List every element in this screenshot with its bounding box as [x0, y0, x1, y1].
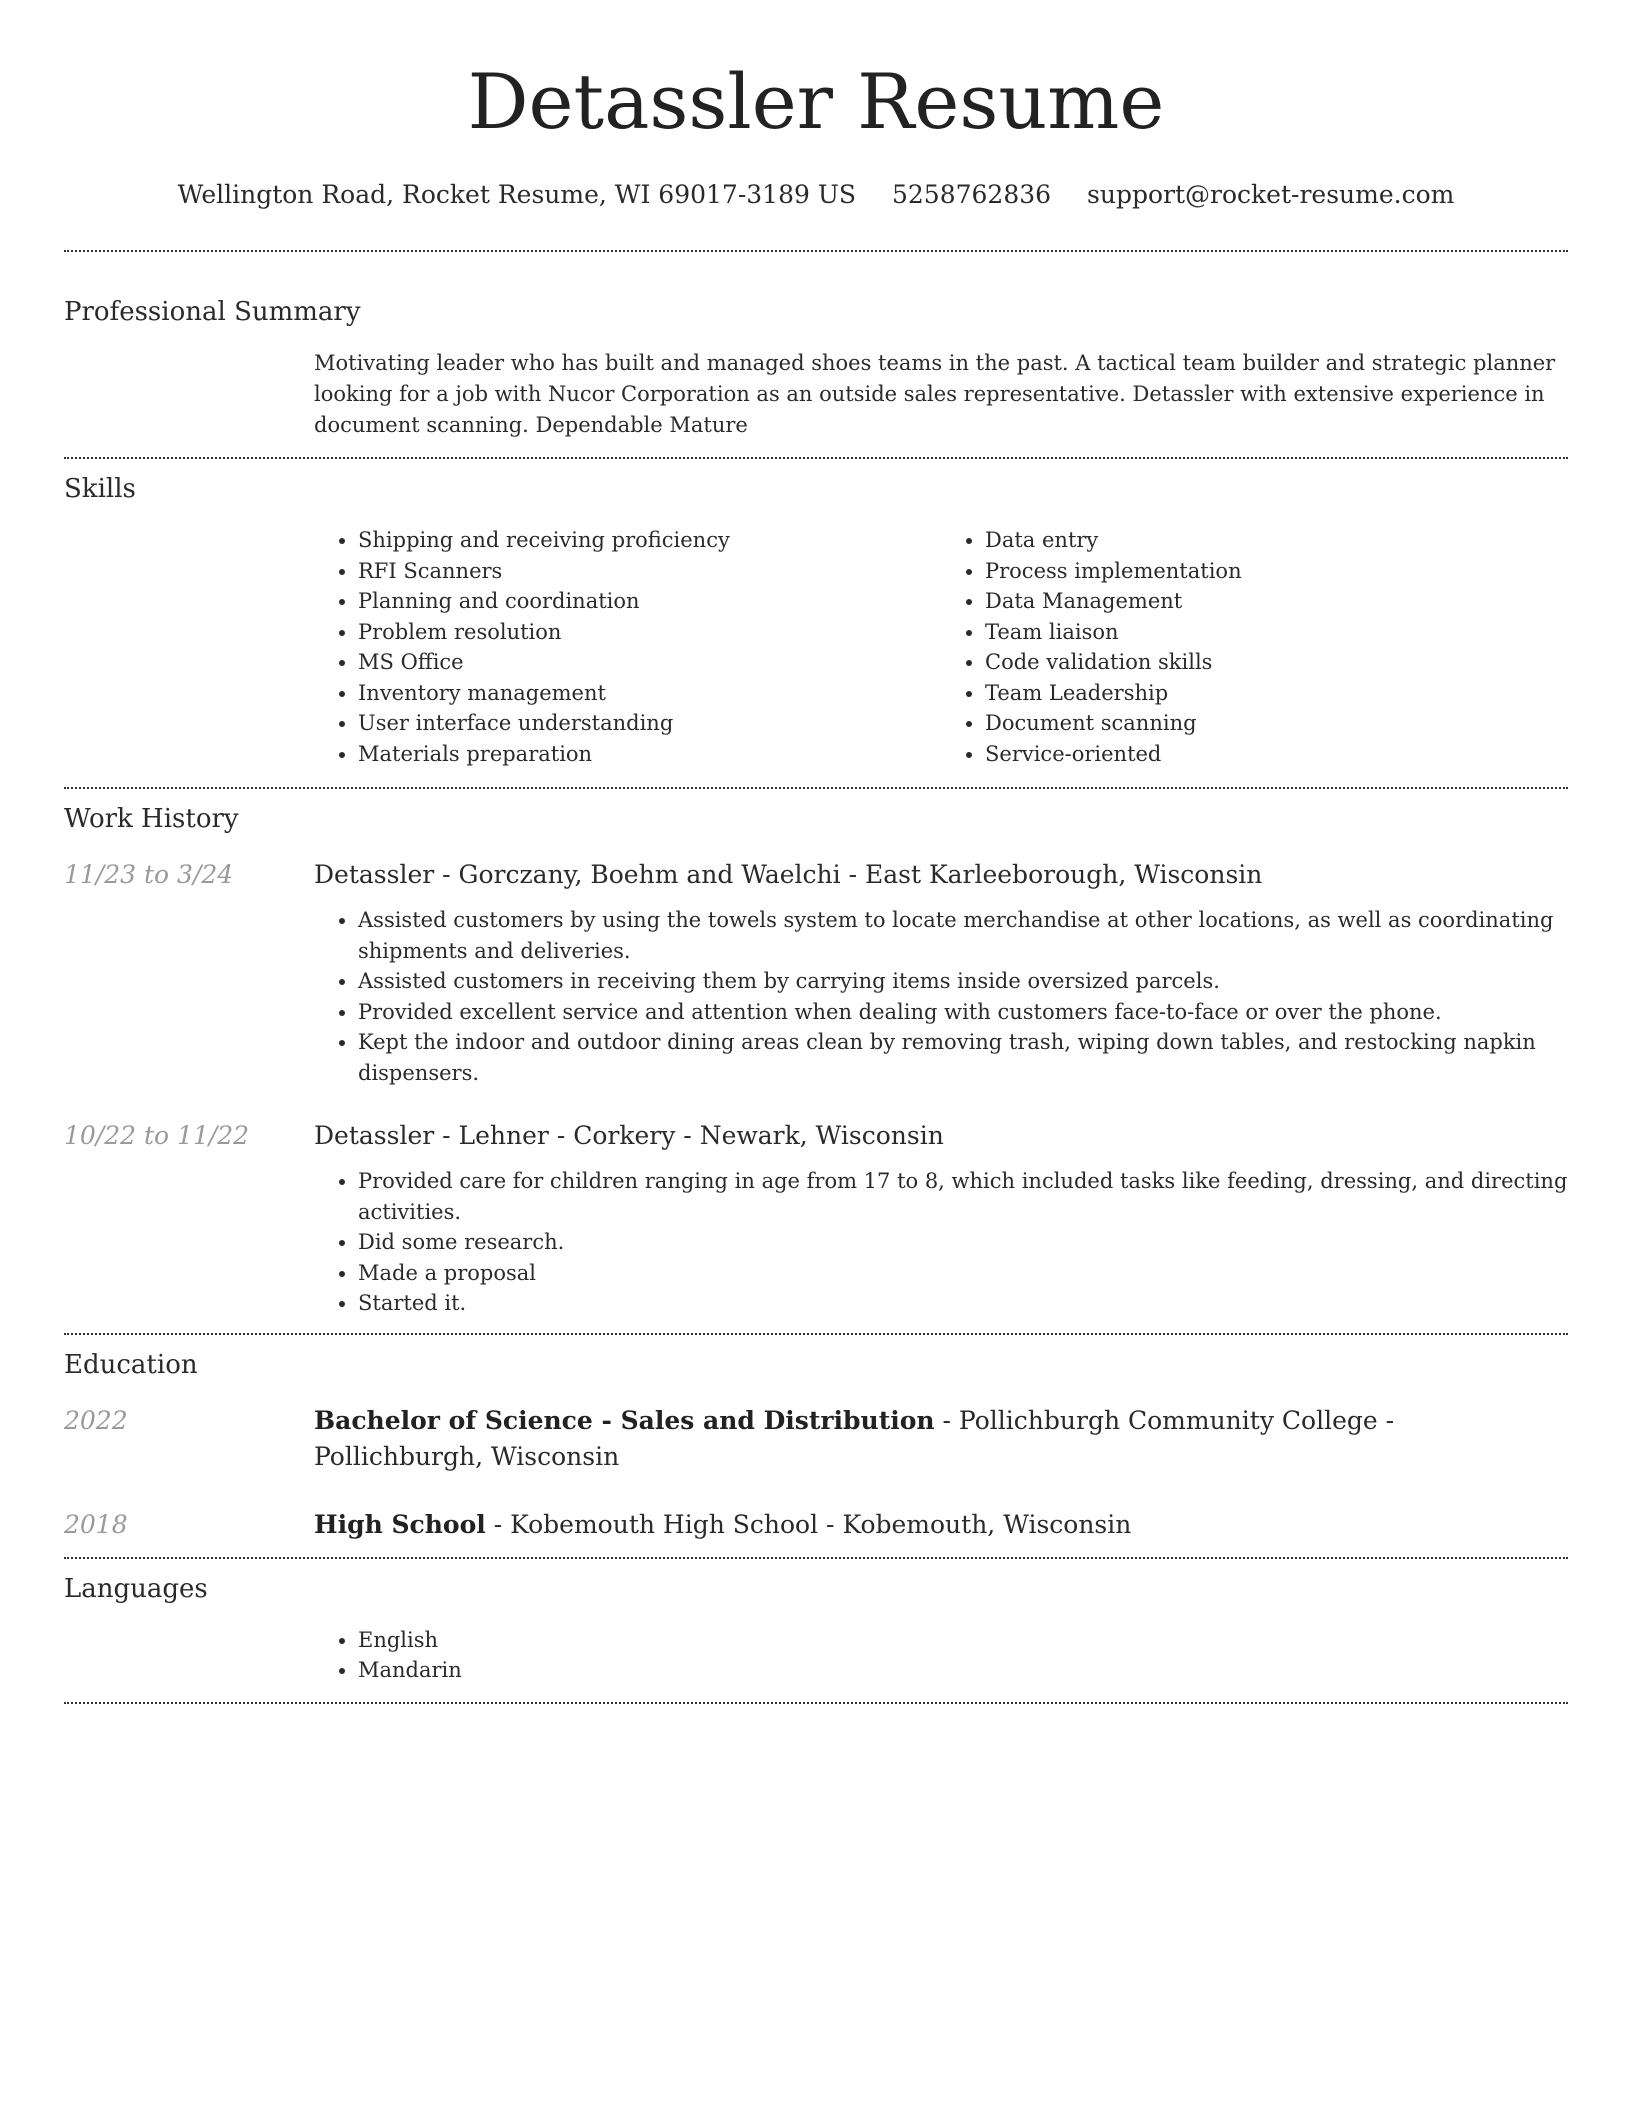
languages-list — [314, 1625, 1568, 1686]
education-detail — [314, 1403, 1568, 1475]
divider — [64, 1557, 1568, 1559]
list-item: • Provided care for children ranging in age from 17 to 8, which included tasks like feeding, dressing, and directing activities. — [358, 1166, 1568, 1227]
summary-content — [314, 348, 1568, 441]
job-dates: 10/22 to 11/22 — [64, 1121, 250, 1150]
education-year: 2018 — [64, 1509, 128, 1539]
degree: Bachelor of Science - Sales and Distribution — [314, 1405, 935, 1435]
bullet-list — [314, 1166, 1568, 1319]
divider — [64, 250, 1568, 252]
education-detail — [314, 1507, 1568, 1543]
list-item: • Shipping and receiving proficiency — [358, 525, 941, 556]
list-item: • Team liaison — [985, 617, 1568, 648]
education-entry — [64, 1507, 1568, 1543]
skills-section — [64, 471, 1568, 769]
education-section — [64, 1347, 1568, 1543]
page-title: Detassler Resume — [467, 57, 1165, 146]
skills-right-list — [941, 525, 1568, 769]
education-entry — [64, 1403, 1568, 1475]
list-item: • Materials preparation — [358, 739, 941, 770]
school: - Pollichburgh Community College - Pollichburgh, Wisconsin — [314, 1405, 1395, 1471]
job-entry — [64, 1118, 1568, 1154]
list-item: • User interface understanding — [358, 708, 941, 739]
job-title: Detassler - Lehner - Corkery - Newark, Wisconsin — [314, 1121, 944, 1150]
list-item: • Assisted customers by using the towels system to locate merchandise at other locations, as well as coordinating shipments and deliveries. — [358, 905, 1568, 966]
list-item: • English — [358, 1625, 1568, 1656]
contact-line — [64, 178, 1568, 212]
section-title: Languages — [64, 1573, 208, 1604]
list-item: • Assisted customers in receiving them by carrying items inside oversized parcels. — [358, 966, 1568, 997]
skills-list — [314, 525, 1568, 769]
divider — [64, 1702, 1568, 1704]
work-section — [64, 801, 1568, 1319]
bullet-list — [314, 905, 1568, 1088]
list-item: • Mandarin — [358, 1655, 1568, 1686]
section-title: Education — [64, 1349, 198, 1380]
job-entry — [64, 857, 1568, 893]
address: Wellington Road, Rocket Resume, WI 69017-3189 US — [177, 180, 857, 209]
bullet-list — [314, 1625, 1568, 1686]
list-item: • Process implementation — [985, 556, 1568, 587]
divider — [64, 787, 1568, 789]
list-item: • Team Leadership — [985, 678, 1568, 709]
skills-left-list — [314, 525, 941, 769]
list-item: • Service-oriented — [985, 739, 1568, 770]
summary-section — [64, 294, 1568, 441]
list-item: • Started it. — [358, 1288, 1568, 1319]
job-bullets — [314, 905, 1568, 1088]
list-item: • Kept the indoor and outdoor dining areas clean by removing trash, wiping down tables, and restocking napkin dispensers. — [358, 1027, 1568, 1088]
list-item: • Data entry — [985, 525, 1568, 556]
list-item: • Code validation skills — [985, 647, 1568, 678]
section-title: Skills — [64, 474, 136, 504]
list-item: • MS Office — [358, 647, 941, 678]
phone: 5258762836 — [892, 180, 1052, 209]
list-item: • Data Management — [985, 586, 1568, 617]
divider — [64, 457, 1568, 459]
list-item: • Inventory management — [358, 678, 941, 709]
summary-text: Motivating leader who has built and managed shoes teams in the past. A tactical team builder and strategic planner looking for a job with Nucor Corporation as an outside sales representative. Detassler with extensive experience in document scanning. Dependable Mature — [314, 351, 1556, 437]
list-item: • Problem resolution — [358, 617, 941, 648]
list-item: • RFI Scanners — [358, 556, 941, 587]
list-item: • Planning and coordination — [358, 586, 941, 617]
section-title: Work History — [64, 804, 239, 834]
school: - Kobemouth High School - Kobemouth, Wisconsin — [485, 1509, 1132, 1539]
list-item: • Made a proposal — [358, 1258, 1568, 1289]
list-item: • Provided excellent service and attention when dealing with customers face-to-face or over the phone. — [358, 997, 1568, 1028]
job-dates: 11/23 to 3/24 — [64, 860, 234, 889]
section-title: Professional Summary — [64, 297, 361, 327]
email: support@rocket-resume.com — [1087, 180, 1455, 209]
job-title: Detassler - Gorczany, Boehm and Waelchi - East Karleeborough, Wisconsin — [314, 860, 1263, 889]
languages-section — [64, 1571, 1568, 1686]
list-item: • Did some research. — [358, 1227, 1568, 1258]
resume-page — [64, 0, 1568, 1704]
job-bullets — [314, 1166, 1568, 1319]
education-year: 2022 — [64, 1405, 128, 1435]
list-item: • Document scanning — [985, 708, 1568, 739]
divider — [64, 1333, 1568, 1335]
degree: High School — [314, 1509, 486, 1539]
